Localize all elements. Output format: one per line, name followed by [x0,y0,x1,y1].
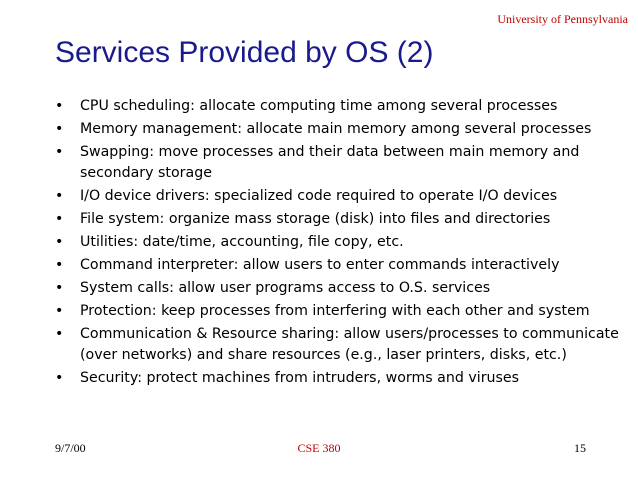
bullet-dot: • [55,280,64,297]
bullet-dot: • [55,369,64,386]
bullet-text: Command interpreter: allow users to enter commands interactively [80,257,560,274]
bullet-item [55,278,625,299]
bullet-text: File system: organize mass storage (disk) into files and directories [80,210,551,227]
bullet-dot: • [55,98,64,114]
bullet-dot: • [55,187,64,204]
footer-date: 9/7/00 [55,441,86,455]
bullet-item [55,142,625,183]
bullet-dot: • [55,121,64,138]
bullet-item [55,119,625,140]
bullet-text: Communication & Resource sharing: allow users/processes to communicate (over networks) and share resources (e.g., laser printers, disks, etc.) [80,326,619,363]
bullet-text: Utilities: date/time, accounting, file copy, etc. [80,233,404,250]
bullet-dot: • [55,257,64,274]
bullet-item [55,186,625,207]
organization-header: University of Pennsylvania [497,12,628,26]
bullet-text: Protection: keep processes from interfering with each other and system [80,303,590,320]
bullet-item [55,209,625,230]
bullet-item [55,368,625,389]
bullet-dot: • [55,303,64,320]
slide-footer [0,441,638,457]
bullet-text: I/O device drivers: specialized code required to operate I/O devices [80,187,558,204]
footer-course: CSE 380 [297,441,341,455]
bullet-dot: • [55,210,64,227]
bullet-text: Memory management: allocate main memory among several processes [80,121,592,138]
page-number: 15 [574,441,586,455]
bullet-list [55,96,625,391]
bullet-item [55,324,625,365]
slide-title: Services Provided by OS (2) [55,36,434,69]
bullet-item [55,255,625,276]
bullet-item [55,301,625,322]
bullet-text: Security: protect machines from intruders, worms and viruses [80,369,520,386]
bullet-text: CPU scheduling: allocate computing time among several processes [80,98,558,114]
bullet-text: System calls: allow user programs access to O.S. services [80,280,491,297]
bullet-text: Swapping: move processes and their data between main memory and secondary storage [80,144,580,181]
bullet-dot: • [55,326,64,343]
bullet-item [55,232,625,253]
bullet-dot: • [55,144,64,161]
bullet-item [55,96,625,117]
bullet-dot: • [55,233,64,250]
